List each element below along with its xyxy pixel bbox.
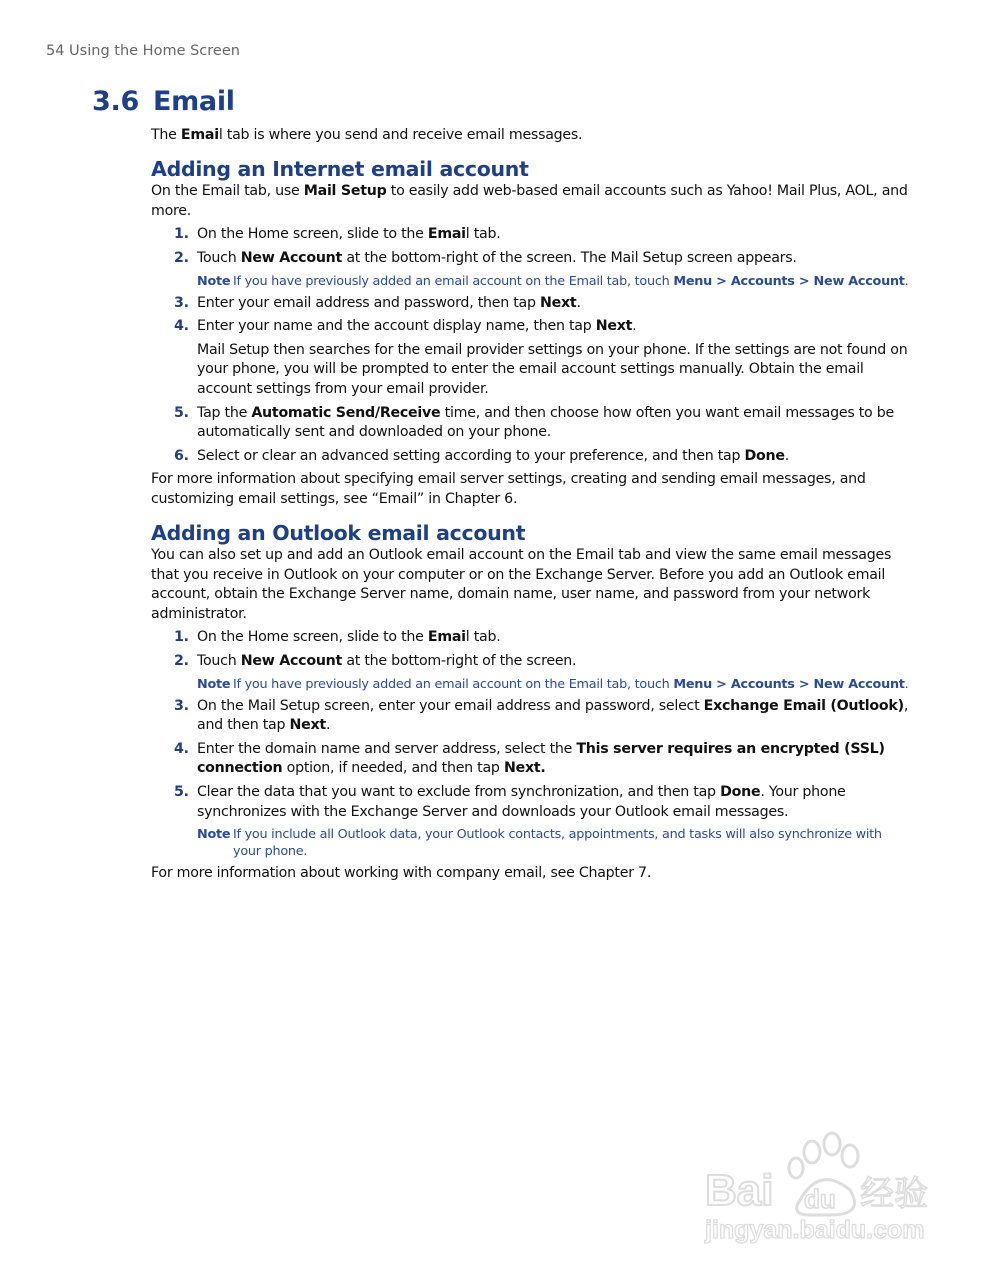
text-run: For more information about specifying email server settings, creating and sending email messages, and customizing email settings, see “Email” in Chapter 6. <box>151 471 866 507</box>
step-text <box>197 249 911 269</box>
text-run: at the bottom-right of the screen. The Mail Setup screen appears. <box>342 249 797 266</box>
bold-term: Next <box>289 717 326 734</box>
text-run: On the Home screen, slide to the <box>197 226 428 243</box>
outlook-steps <box>151 628 911 860</box>
step-number: 2. <box>174 249 189 266</box>
bold-term: Next <box>595 318 633 335</box>
text-run: . <box>325 717 331 734</box>
text-run: If you have previously added an email account on the Email tab, touch <box>233 676 674 692</box>
internet-outro <box>151 470 911 509</box>
step-item <box>151 225 911 245</box>
text-run: The <box>151 127 181 143</box>
text-run: . <box>784 447 789 464</box>
intro-paragraph <box>151 126 911 146</box>
text-run: . <box>632 318 637 335</box>
bold-term: Next. <box>503 760 546 777</box>
bold-term: Emai <box>180 127 219 143</box>
text-run: . <box>904 273 909 289</box>
text-run: Touch <box>197 653 241 670</box>
section-title <box>92 86 235 117</box>
note <box>197 273 911 290</box>
step-number: 1. <box>174 629 189 646</box>
text-run: Mail Setup then searches for the email provider settings on your phone. If the settings are not found on your phone, you will be prompted to enter the email account settings manually. Obtain the email account settings from your email provider. <box>197 341 908 397</box>
text-run: to easily add web-based email accounts such as Yahoo! Mail Plus, AOL, and more. <box>151 183 908 219</box>
text-run: l tab is where you send and receive email messages. <box>218 127 583 143</box>
step-item <box>151 628 911 648</box>
svg-text:jingyan.baidu.com: jingyan.baidu.com <box>705 1216 925 1244</box>
text-run: Enter your email address and password, then tap <box>197 294 541 311</box>
step-number: 3. <box>174 697 189 714</box>
step-number: 3. <box>174 294 189 311</box>
internet-intro <box>151 182 911 221</box>
step-text <box>197 294 911 314</box>
text-run: . <box>576 294 581 311</box>
step-text <box>197 628 911 648</box>
text-run: If you include all Outlook data, your Outlook contacts, appointments, and tasks will also synchronize with your phone. <box>233 827 882 860</box>
step-item <box>151 294 911 314</box>
step-item <box>151 783 911 860</box>
step-item <box>151 249 911 290</box>
note <box>197 826 911 860</box>
text-run: You can also set up and add an Outlook email account on the Email tab and view the same email messages that you receive in Outlook on your computer or on the Exchange Server. Before you add an Outlook email account, obtain the Exchange Server name, domain name, user name, and password from your network administrator. <box>151 547 892 622</box>
text-run: On the Mail Setup screen, enter your email address and password, select <box>197 697 704 714</box>
bold-term: Mail Setup <box>303 183 387 200</box>
text-run: at the bottom-right of the screen. <box>342 653 577 670</box>
step-number: 5. <box>174 404 189 421</box>
text-run: For more information about working with company email, see Chapter 7. <box>151 865 652 882</box>
text-run: l tab. <box>465 226 501 243</box>
step-item <box>151 652 911 693</box>
bold-term: Menu > Accounts > New Account <box>673 273 905 289</box>
step-number: 1. <box>174 226 189 243</box>
step-text <box>197 317 911 337</box>
text-run: If you have previously added an email account on the Email tab, touch <box>233 273 674 289</box>
step-item <box>151 447 911 467</box>
text-run: l tab. <box>465 629 501 646</box>
bold-term: Done <box>720 784 761 801</box>
bold-term: Automatic Send/Receive <box>251 404 441 421</box>
section-number: 3.6 <box>92 86 139 117</box>
bold-term: Next <box>540 294 577 311</box>
step-text <box>197 225 911 245</box>
step-number: 4. <box>174 740 189 757</box>
note-label: Note <box>197 676 231 692</box>
outlook-outro <box>151 864 911 884</box>
step-item <box>151 697 911 736</box>
step-item <box>151 404 911 443</box>
heading-outlook-account: Adding an Outlook email account <box>151 520 526 545</box>
text-run: . <box>904 676 909 692</box>
svg-text:经验: 经验 <box>860 1174 928 1214</box>
outlook-intro <box>151 546 911 624</box>
note-label: Note <box>197 827 231 843</box>
step-detail <box>197 341 911 400</box>
bold-term: Emai <box>427 226 466 243</box>
bold-term: New Account <box>240 249 343 266</box>
step-number: 6. <box>174 447 189 464</box>
step-number: 4. <box>174 318 189 335</box>
text-run: Tap the <box>197 404 252 421</box>
step-item <box>151 317 911 399</box>
page-body <box>151 126 911 888</box>
bold-term: New Account <box>240 653 343 670</box>
baidu-watermark-logo <box>700 1130 940 1245</box>
text-run: option, if needed, and then tap <box>282 760 504 777</box>
text-run: , and then tap <box>197 697 909 734</box>
running-header: 54 Using the Home Screen <box>46 43 240 59</box>
note-label: Note <box>197 273 231 289</box>
step-text <box>197 447 911 467</box>
heading-internet-account: Adding an Internet email account <box>151 156 529 181</box>
section-name: Email <box>152 86 235 117</box>
text-run: . Your phone synchronizes with the Exchange Server and downloads your Outlook email messages. <box>197 784 846 820</box>
step-number: 5. <box>174 784 189 801</box>
svg-text:Bai: Bai <box>705 1166 774 1215</box>
step-number: 2. <box>174 653 189 670</box>
text-run: Select or clear an advanced setting according to your preference, and then tap <box>197 447 745 464</box>
bold-term: Done <box>744 447 785 464</box>
svg-text:du: du <box>804 1184 836 1214</box>
internet-steps <box>151 225 911 466</box>
step-text <box>197 404 911 443</box>
bold-term: Exchange Email (Outlook) <box>703 697 904 714</box>
step-text <box>197 652 911 672</box>
step-item <box>151 740 911 779</box>
text-run: Touch <box>197 249 241 266</box>
text-run: On the Home screen, slide to the <box>197 629 428 646</box>
step-text <box>197 783 911 822</box>
text-run: Enter the domain name and server address, select the <box>197 740 577 757</box>
bold-term: This server requires an encrypted (SSL) connection <box>197 740 885 777</box>
note <box>197 676 911 693</box>
text-run: Enter your name and the account display name, then tap <box>197 318 596 335</box>
text-run: time, and then choose how often you want email messages to be automatically sent and downloaded on your phone. <box>197 404 894 441</box>
bold-term: Emai <box>427 629 466 646</box>
step-text <box>197 740 911 779</box>
text-run: On the Email tab, use <box>151 183 304 200</box>
step-text <box>197 697 911 736</box>
bold-term: Menu > Accounts > New Account <box>673 676 905 692</box>
text-run: Clear the data that you want to exclude from synchronization, and then tap <box>197 784 721 801</box>
